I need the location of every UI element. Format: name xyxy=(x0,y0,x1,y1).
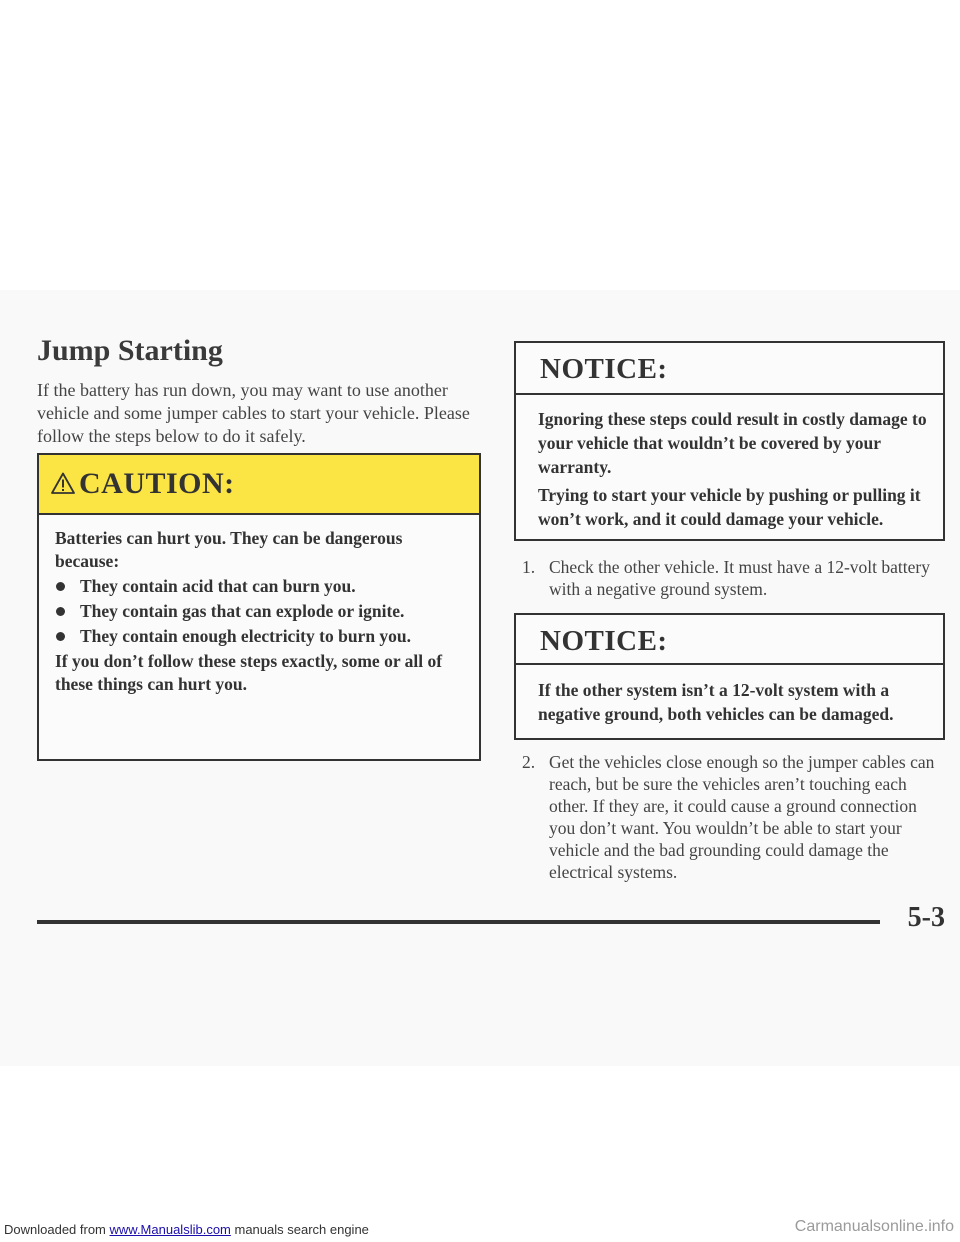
notice-title: NOTICE: xyxy=(540,353,668,385)
page-number: 5-3 xyxy=(907,902,945,933)
step-text: Get the vehicles close enough so the jumper cables can reach, but be sure the vehicles aren’t touching each other. If they are, it could cause a ground connection you don’t want. You wouldn’t be able to start your vehicle and the bad grounding could damage the electrical systems. xyxy=(549,752,935,882)
warning-triangle-icon xyxy=(51,472,75,494)
caution-list xyxy=(55,575,465,648)
bullet-icon xyxy=(56,607,65,616)
caution-item-text: They contain gas that can explode or ignite. xyxy=(80,601,405,621)
footer-rule xyxy=(37,920,880,924)
caution-list-item xyxy=(55,600,465,623)
watermark-prefix: Downloaded from xyxy=(4,1222,110,1237)
notice-title: NOTICE: xyxy=(540,625,668,657)
notice-body xyxy=(538,678,933,730)
manualslib-link[interactable]: www.Manualslib.com xyxy=(109,1222,231,1237)
notice-paragraph: Ignoring these steps could result in costly damage to your vehicle that wouldn’t be covered by your warranty. xyxy=(538,409,927,477)
caution-header xyxy=(39,455,479,515)
caution-body xyxy=(55,527,465,696)
caution-lead: Batteries can hurt you. They can be dangerous because: xyxy=(55,528,403,571)
page-title: Jump Starting xyxy=(37,334,223,367)
caution-item-text: They contain enough electricity to burn you. xyxy=(80,626,412,646)
notice-header xyxy=(516,343,943,395)
caution-title: CAUTION: xyxy=(79,467,235,500)
notice-box-damage xyxy=(514,341,945,541)
step-text: Check the other vehicle. It must have a 12-volt battery with a negative ground system. xyxy=(549,557,930,599)
site-watermark: Carmanualsonline.info xyxy=(794,1218,954,1235)
caution-box xyxy=(37,453,481,761)
step-number: 2. xyxy=(522,752,536,772)
download-watermark xyxy=(4,1222,369,1237)
intro-paragraph: If the battery has run down, you may want to use another vehicle and some jumper cables to start your vehicle. Please follow the steps below to do it safely. xyxy=(37,380,470,446)
caution-item-text: They contain acid that can burn you. xyxy=(80,576,356,596)
step-item xyxy=(522,556,942,600)
notice-body xyxy=(538,407,933,535)
watermark-suffix: manuals search engine xyxy=(230,1222,369,1237)
notice-header xyxy=(516,615,943,665)
notice-paragraph: Trying to start your vehicle by pushing or pulling it won’t work, and it could damage your vehicle. xyxy=(538,485,921,529)
bullet-icon xyxy=(56,582,65,591)
notice-paragraph: If the other system isn’t a 12-volt system with a negative ground, both vehicles can be damaged. xyxy=(538,680,894,724)
notice-box-ground xyxy=(514,613,945,740)
caution-list-item xyxy=(55,575,465,598)
step-item xyxy=(522,751,942,883)
bullet-icon xyxy=(56,632,65,641)
step-number: 1. xyxy=(522,557,536,577)
caution-list-item xyxy=(55,625,465,648)
caution-closing: If you don’t follow these steps exactly, some or all of these things can hurt you. xyxy=(55,651,443,694)
